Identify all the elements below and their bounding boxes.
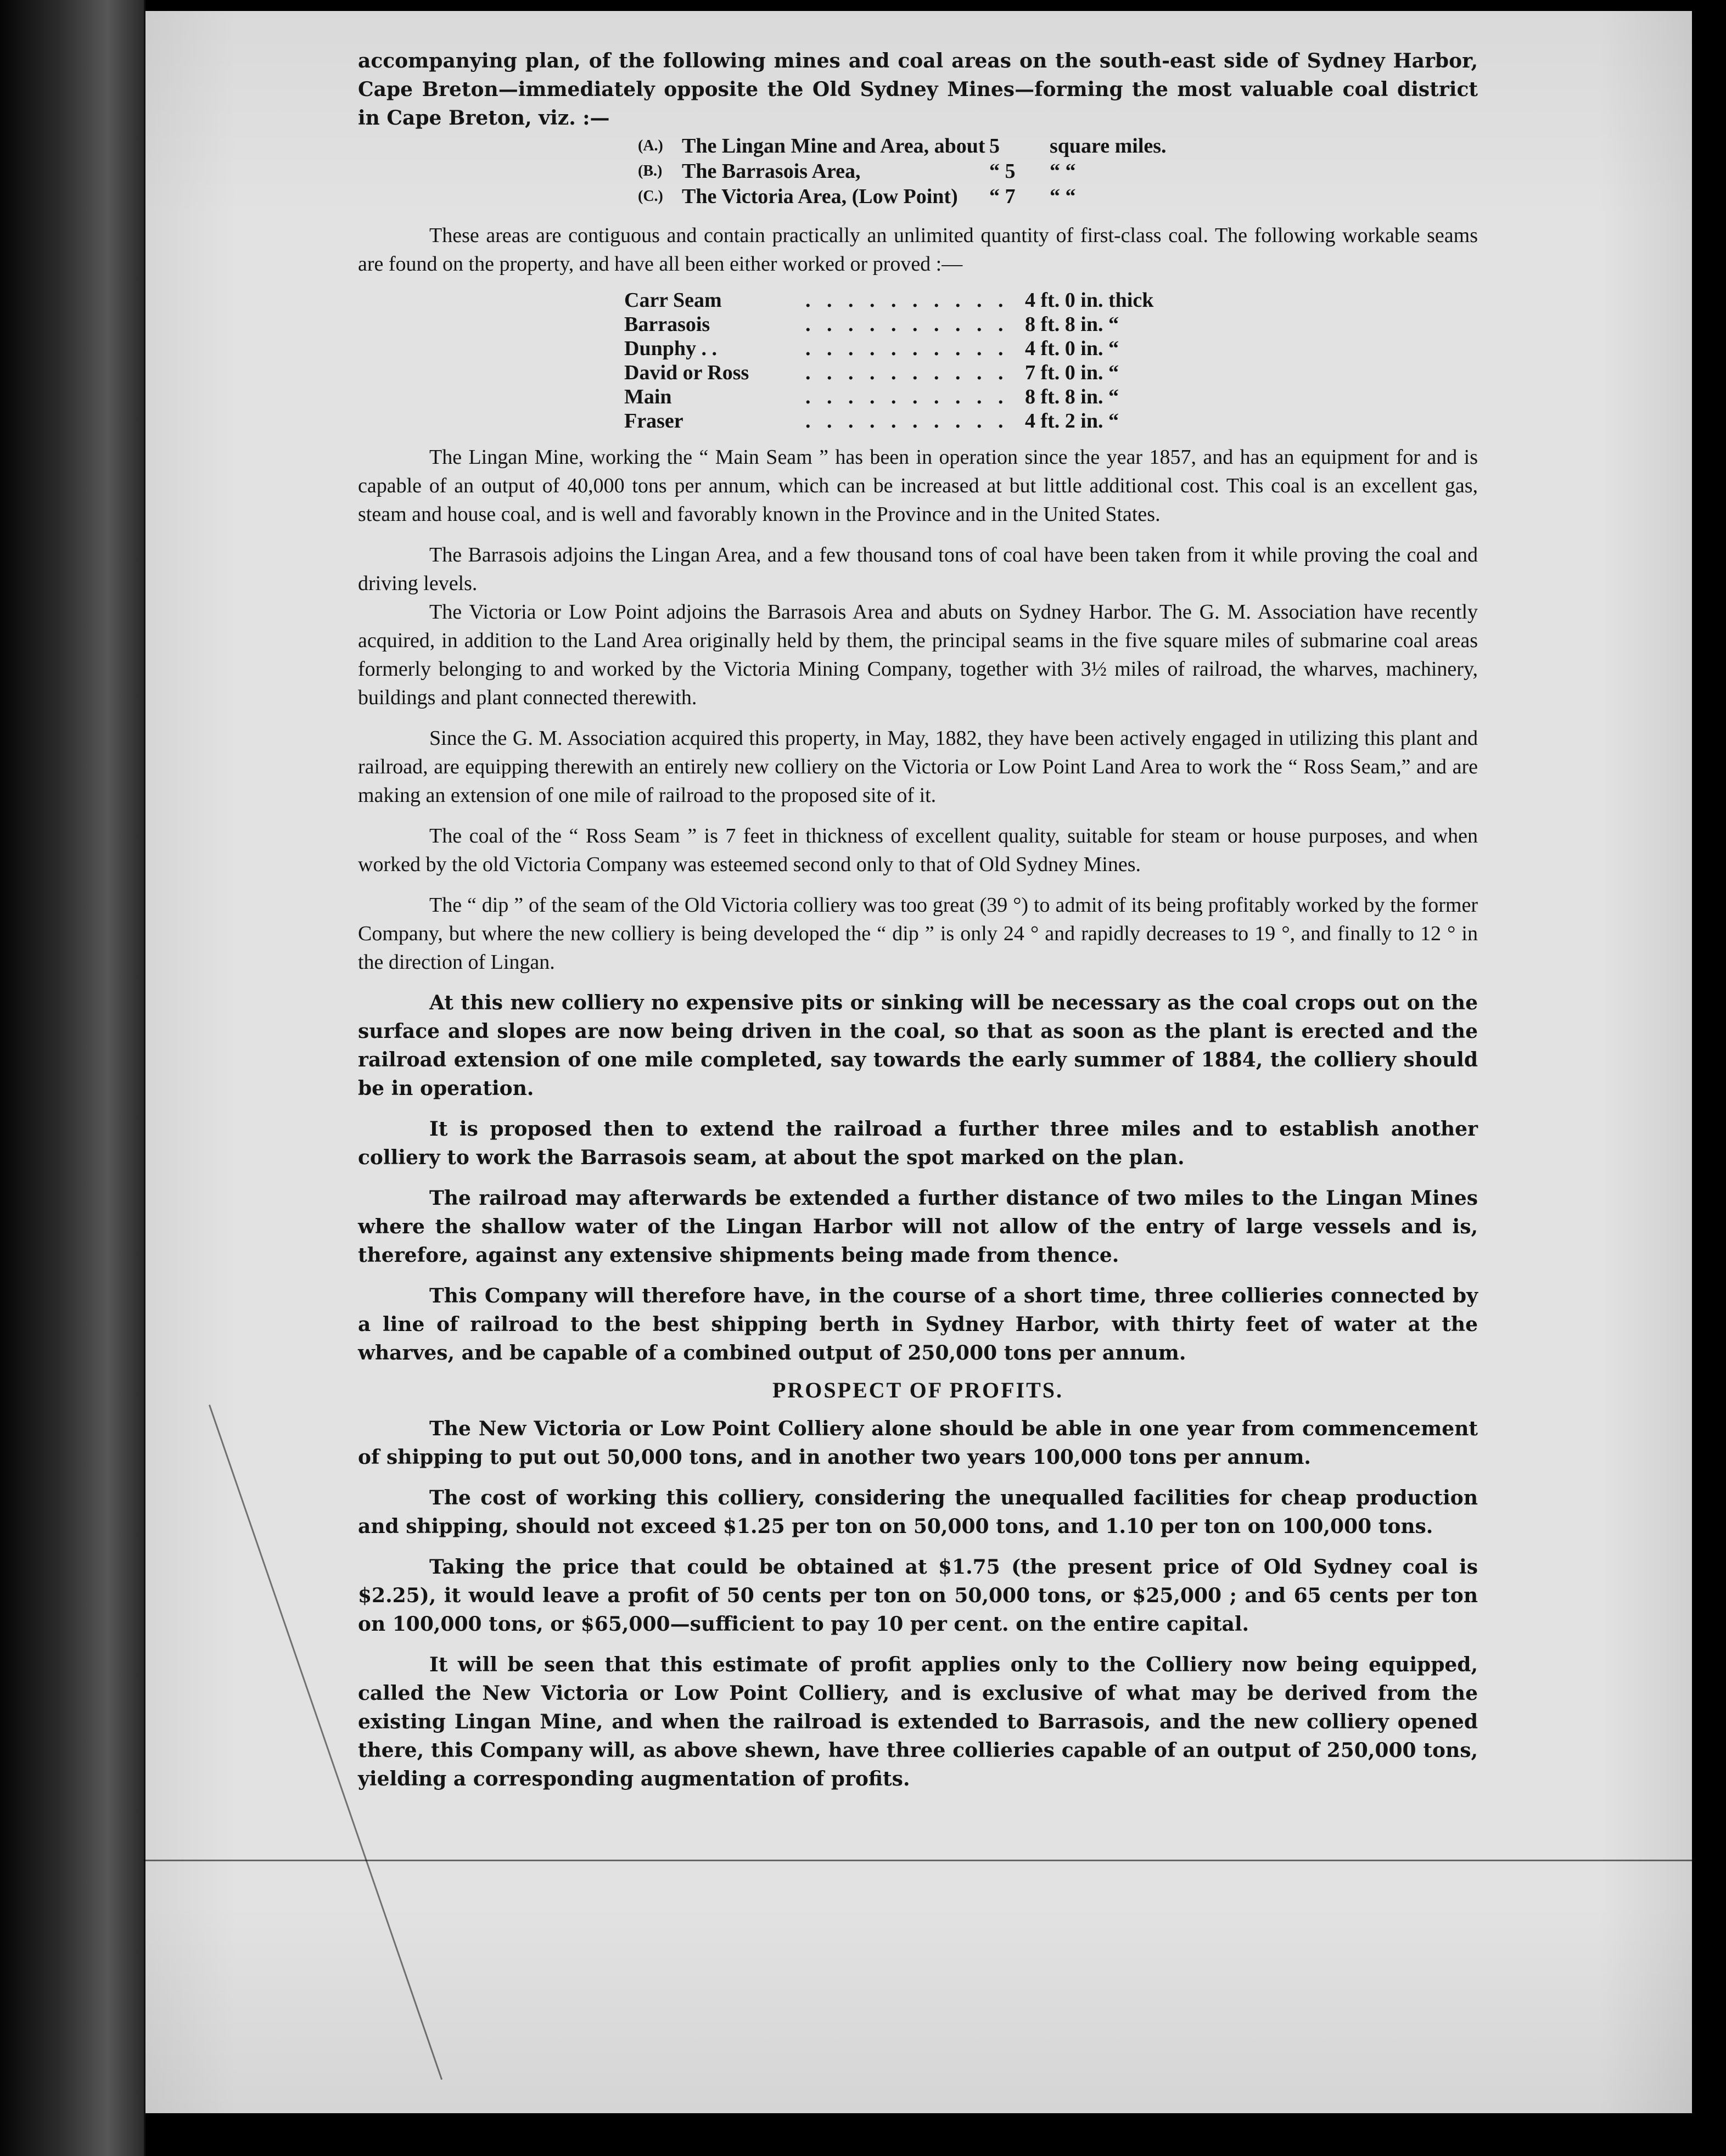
seam-thickness: 4 ft. 0 in. thick — [1025, 289, 1154, 312]
area-row — [638, 159, 1478, 184]
seam-row — [624, 385, 1478, 409]
areas-list — [638, 133, 1478, 209]
victoria-paragraph: The Victoria or Low Point adjoins the Barrasois Area and abuts on Sydney Harbor. The G. M. Association have recently acquired, in addition to the Land Area originally held by them, the principal seams in the five square miles of submarine coal areas formerly belonging to and worked by the Victoria Mining Company, together with 3½ miles of railroad, the wharves, machinery, buildings and plant connected therewith. — [358, 600, 1478, 709]
seam-leader: . . . . . . . . . . — [805, 409, 1009, 433]
area-name: The Victoria Area, (Low Point) — [682, 185, 958, 208]
ross-seam-paragraph: The coal of the “ Ross Seam ” is 7 feet in thickness of excellent quality, suitable for steam or house purposes, and when worked by the old Victoria Company was esteemed second only to that of Old Sydney Mines. — [358, 824, 1478, 876]
railroad-paragraph: The railroad may afterwards be extended a further distance of two miles to the Lingan Mines where the shallow water of the Lingan Harbor will not allow of the entry of large vessels and is, therefore, against any extensive shipments being made from thence. — [358, 1187, 1478, 1267]
page-edge-line — [144, 0, 145, 2156]
binding-edge — [0, 0, 144, 2156]
seam-leader: . . . . . . . . . . — [805, 361, 1009, 384]
intro-paragraph: accompanying plan, of the following mines and coal areas on the south-east side of Sydney Harbor, Cape Breton—immediately opposite the Old Sydney Mines—forming the most valuable coal district in Cape Breton, viz. :— — [358, 49, 1478, 130]
area-unit: “ “ — [1050, 185, 1076, 208]
area-name: The Lingan Mine and Area, about — [682, 134, 985, 158]
area-label: (C.) — [638, 188, 663, 205]
seam-row — [624, 361, 1478, 385]
area-amount: 5 — [989, 134, 1000, 158]
price-paragraph: Taking the price that could be obtained at $1.75 (the present price of Old Sydney coal is $2.25), it would leave a profit of 50 cents per ton on 50,000 tons, or $25,000 ; and 65 cents per ton on 100,000 tons, or $65,000—sufficient to pay 10 per cent. on the entire capital. — [358, 1556, 1478, 1636]
seam-name: David or Ross — [624, 361, 749, 384]
seam-name: Carr Seam — [624, 289, 722, 312]
seam-name: Fraser — [624, 409, 683, 433]
area-amount: “ 7 — [989, 185, 1016, 208]
cost-paragraph: The cost of working this colliery, considering the unequalled facilities for cheap production and shipping, should not exceed $1.25 per ton on 50,000 tons, and 1.10 per ton on 100,000 tons. — [358, 1486, 1478, 1538]
seam-thickness: 4 ft. 2 in. “ — [1025, 409, 1119, 433]
area-row — [638, 133, 1478, 159]
section-heading: PROSPECT OF PROFITS. — [772, 1378, 1064, 1402]
seam-name: Barrasois — [624, 313, 710, 336]
since-paragraph: Since the G. M. Association acquired this property, in May, 1882, they have been actively engaged in utilizing this plant and railroad, are equipping therewith an entirely new colliery on the Victoria or Low Point Land Area to work the “ Ross Seam,” and are making an extension of one mile of railroad to the proposed site of it. — [358, 727, 1478, 807]
barrasois-paragraph: The Barrasois adjoins the Lingan Area, and a few thousand tons of coal have been taken from it while proving the coal and driving levels. — [358, 543, 1478, 595]
lingan-paragraph: The Lingan Mine, working the “ Main Seam ” has been in operation since the year 1857, and has an equipment for and is capable of an output of 40,000 tons per annum, which can be increased at but little additional cost. This coal is an excellent gas, steam and house coal, and is well and favorably known in the Province and in the United States. — [358, 446, 1478, 526]
proposed-paragraph: It is proposed then to extend the railroad a further three miles and to establish another colliery to work the Barrasois seam, at about the spot marked on the plan. — [358, 1118, 1478, 1169]
seam-thickness: 7 ft. 0 in. “ — [1025, 361, 1119, 384]
seam-leader: . . . . . . . . . . — [805, 337, 1009, 360]
seam-row — [624, 312, 1478, 336]
seam-name: Dunphy . . — [624, 337, 717, 360]
seam-row — [624, 409, 1478, 433]
seam-leader: . . . . . . . . . . — [805, 313, 1009, 336]
seams-table — [624, 288, 1478, 433]
area-row — [638, 184, 1478, 209]
area-name: The Barrasois Area, — [682, 160, 861, 183]
seam-row — [624, 288, 1478, 312]
seam-thickness: 8 ft. 8 in. “ — [1025, 385, 1119, 408]
seam-row — [624, 336, 1478, 361]
document-body — [358, 47, 1478, 1793]
new-victoria-paragraph: The New Victoria or Low Point Colliery alone should be able in one year from commencement of shipping to put out 50,000 tons, and in another two years 100,000 tons per annum. — [358, 1417, 1478, 1469]
fold-crease — [144, 1860, 1692, 1861]
area-label: (A.) — [638, 137, 663, 154]
new-colliery-paragraph: At this new colliery no expensive pits or sinking will be necessary as the coal crops out on the surface and slopes are now being driven in the coal, so that as soon as the plant is erected and the railroad extension of one mile completed, say towards the early summer of 1884, the colliery should be in operation. — [358, 991, 1478, 1100]
estimate-paragraph: It will be seen that this estimate of profit applies only to the Colliery now being equipped, called the New Victoria or Low Point Colliery, and is exclusive of what may be derived from the existing Lingan Mine, and when the railroad is extended to Barrasois, and the new colliery opened there, this Company will, as above shewn, have three collieries capable of an output of 250,000 tons, yielding a corresponding augmentation of profits. — [358, 1653, 1478, 1790]
area-unit: square miles. — [1050, 134, 1167, 158]
area-label: (B.) — [638, 162, 663, 179]
area-amount: “ 5 — [989, 160, 1016, 183]
dip-paragraph: The “ dip ” of the seam of the Old Victoria colliery was too great (39 °) to admit of its being profitably worked by the former Company, but where the new colliery is being developed the “ dip ” is only 24 ° and rapidly decreases to 19 °, and finally to 12 ° in the direction of Lingan. — [358, 894, 1478, 974]
contiguous-paragraph: These areas are contiguous and contain practically an unlimited quantity of first-class coal. The following workable seams are found on the property, and have all been either worked or proved :— — [358, 224, 1478, 276]
seam-thickness: 8 ft. 8 in. “ — [1025, 313, 1119, 336]
seam-leader: . . . . . . . . . . — [805, 289, 1009, 312]
seam-leader: . . . . . . . . . . — [805, 385, 1009, 408]
area-unit: “ “ — [1050, 160, 1076, 183]
company-paragraph: This Company will therefore have, in the course of a short time, three collieries connected by a line of railroad to the best shipping berth in Sydney Harbor, with thirty feet of water at the wharves, and be capable of a combined output of 250,000 tons per annum. — [358, 1284, 1478, 1365]
seam-thickness: 4 ft. 0 in. “ — [1025, 337, 1119, 360]
seam-name: Main — [624, 385, 672, 408]
